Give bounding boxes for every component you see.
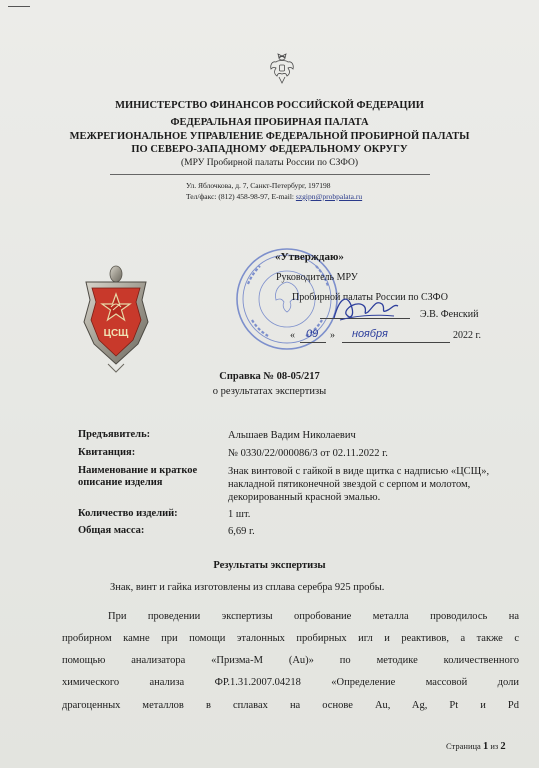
field-value-item-description: Знак винтовой с гайкой в виде щитка с надписью «ЦСЩ», накладной пятиконечной звездой с серпом и молотом, декорированный красной эмалью. [228, 466, 490, 503]
date-open-quote: « [290, 330, 295, 341]
field-label-quantity: Количество изделий: [78, 508, 178, 519]
field-label-item-description: Наименование и краткое описание изделия [78, 465, 198, 488]
ministry-name: МИНИСТЕРСТВО ФИНАНСОВ РОССИЙСКОЙ ФЕДЕРАЦИИ [115, 100, 424, 111]
total-pages: 2 [500, 741, 506, 752]
coat-of-arms-icon [267, 52, 297, 86]
field-label-presenter: Предъявитель: [78, 429, 151, 440]
department-name-line1: МЕЖРЕГИОНАЛЬНОЕ УПРАВЛЕНИЕ ФЕДЕРАЛЬНОЙ ПРОБИРНОЙ ПАЛАТЫ [69, 131, 470, 142]
chamber-name: ФЕДЕРАЛЬНАЯ ПРОБИРНАЯ ПАЛАТА [170, 117, 369, 128]
email-link[interactable]: szgipn@probpalata.ru [295, 192, 363, 201]
header-divider [110, 174, 430, 175]
department-name-line2: ПО СЕВЕРО-ЗАПАДНОМУ ФЕДЕРАЛЬНОМУ ОКРУГУ [131, 144, 408, 155]
svg-text:ЦСЩ: ЦСЩ [103, 328, 129, 339]
field-label-receipt: Квитанция: [78, 447, 136, 458]
results-paragraph-1: Знак, винт и гайка изготовлены из сплава серебра 925 пробы. [110, 582, 385, 593]
day-underline [300, 342, 326, 343]
approver-name: Э.В. Фенский [420, 309, 479, 320]
date-month: ноября [352, 328, 388, 340]
field-value-receipt: № 0330/22/000086/3 от 02.11.2022 г. [228, 448, 388, 459]
badge-photo [78, 260, 154, 378]
results-paragraph-2-line-4: химического анализа ФР.1.31.2007.04218 «Определение массовой доли [62, 677, 519, 688]
corner-mark [8, 6, 30, 7]
department-short-name: (МРУ Пробирной палаты России по СЗФО) [180, 158, 359, 168]
approval-heading: «Утверждаю» [275, 251, 344, 263]
results-paragraph-2-line-1: При проведении экспертизы опробование металла проводилось на [108, 611, 519, 622]
page-counter [446, 741, 506, 752]
field-value-total-mass: 6,69 г. [228, 526, 255, 537]
field-value-quantity: 1 шт. [228, 509, 251, 520]
approval-date [290, 330, 500, 346]
document-subtitle: о результатах экспертизы [212, 386, 327, 397]
results-paragraph-2-line-3: помощью анализатора «Призма-М (Au)» по методике количественного [62, 655, 519, 666]
document-title: Справка № 08-05/217 [219, 371, 320, 382]
results-paragraph-2-line-5: драгоценных металлов в сплавах на основе Au, Ag, Pt и Pd [62, 700, 519, 711]
date-year: 2022 г. [453, 330, 481, 341]
month-underline [342, 342, 450, 343]
approver-position-line2: Пробирной палаты России по СЗФО [292, 292, 448, 303]
results-heading: Результаты экспертизы [213, 560, 326, 571]
handwritten-signature [330, 290, 400, 326]
field-value-presenter: Альшаев Вадим Николаевич [228, 430, 356, 441]
of-label: из [490, 741, 499, 751]
page-label: Страница [446, 741, 481, 751]
results-paragraph-2-line-2: пробирном камне при помощи эталонных пробирных игл и реактивов, а также с [62, 633, 519, 644]
contacts-line [186, 192, 362, 201]
contacts-prefix: Тел/факс: (812) 458-98-97, E-mail: [186, 192, 296, 201]
field-label-total-mass: Общая масса: [78, 525, 145, 536]
current-page: 1 [482, 741, 489, 752]
approver-position-line1: Руководитель МРУ [276, 272, 358, 283]
date-close-quote: » [330, 330, 335, 341]
date-day: 09 [306, 328, 319, 340]
postal-address: Ул. Яблочкова, д. 7, Санкт-Петербург, 197198 [186, 181, 331, 190]
